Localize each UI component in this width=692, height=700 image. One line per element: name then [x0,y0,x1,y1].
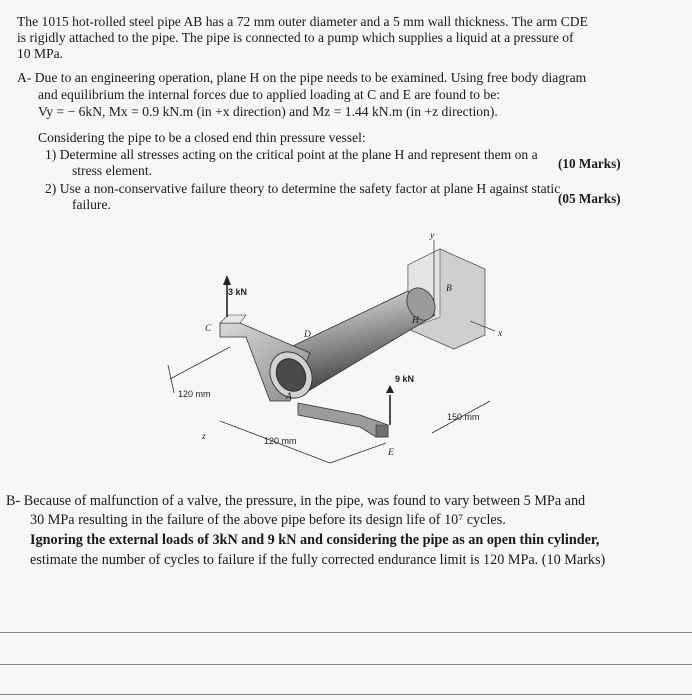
axis-x-label: x [498,329,503,339]
point-a-label: A [286,392,292,402]
axis-y-label: y [430,231,435,241]
axis-z-label: z [202,432,206,442]
dim-right-label: 150 mm [447,412,480,422]
ruled-line-1 [0,632,692,633]
part-b-line-4: estimate the number of cycles to failure if the fully corrected endurance limit is 120 MPa. (10 Marks) [30,552,606,568]
question-1-marks: (10 Marks) [558,156,621,171]
part-a-line-1: A- Due to an engineering operation, plane H on the pipe needs to be examined. Using free body diagram [17,70,587,85]
question-2-line-2: failure. [72,197,111,212]
question-1-line-1: 1) Determine all stresses acting on the critical point at the plane H and represent them on a [45,147,538,162]
part-b-line-1: B- Because of malfunction of a valve, the pressure, in the pipe, was found to vary between 5 MPa and [6,493,586,509]
ruled-line-2 [0,664,692,665]
intro-line-2: is rigidly attached to the pipe. The pipe is connected to a pump which supplies a liquid at a pressure of [17,30,574,45]
point-c-label: C [205,324,212,334]
load-arrow-e [386,385,394,425]
intro-line-1: The 1015 hot-rolled steel pipe AB has a 72 mm outer diameter and a 5 mm wall thickness. The arm CDE [17,14,588,29]
part-a-line-2: and equilibrium the internal forces due to applied loading at C and E are found to be: [38,87,501,102]
ruled-line-3 [0,694,692,695]
intro-line-3: 10 MPa. [17,46,64,61]
dim-bottom-label: 120 mm [264,436,297,446]
question-1-line-2: stress element. [72,163,153,178]
load-e-label: 9 kN [395,374,415,384]
load-c-label: 3 kN [228,287,248,297]
question-2-marks: (05 Marks) [558,191,621,206]
dim-left-label: 120 mm [178,389,211,399]
pipe-arm-figure [150,225,530,470]
part-b-line-3: Ignoring the external loads of 3kN and 9 kN and considering the pipe as an open thin cylinder, [30,532,600,548]
question-2-line-1: 2) Use a non-conservative failure theory to determine the safety factor at plane H against static [45,181,561,196]
part-b-line-2: 30 MPa resulting in the failure of the above pipe before its design life of 10⁷ cycles. [30,512,506,528]
part-a-line-3: Vy = − 6kN, Mx = 0.9 kN.m (in +x direction) and Mz = 1.44 kN.m (in +z direction). [38,104,498,119]
point-e-label: E [388,448,394,458]
plane-h-label: H [412,316,419,326]
point-b-label: B [446,284,452,294]
part-a-line-4: Considering the pipe to be a closed end thin pressure vessel: [38,130,366,145]
point-d-label: D [304,330,311,340]
